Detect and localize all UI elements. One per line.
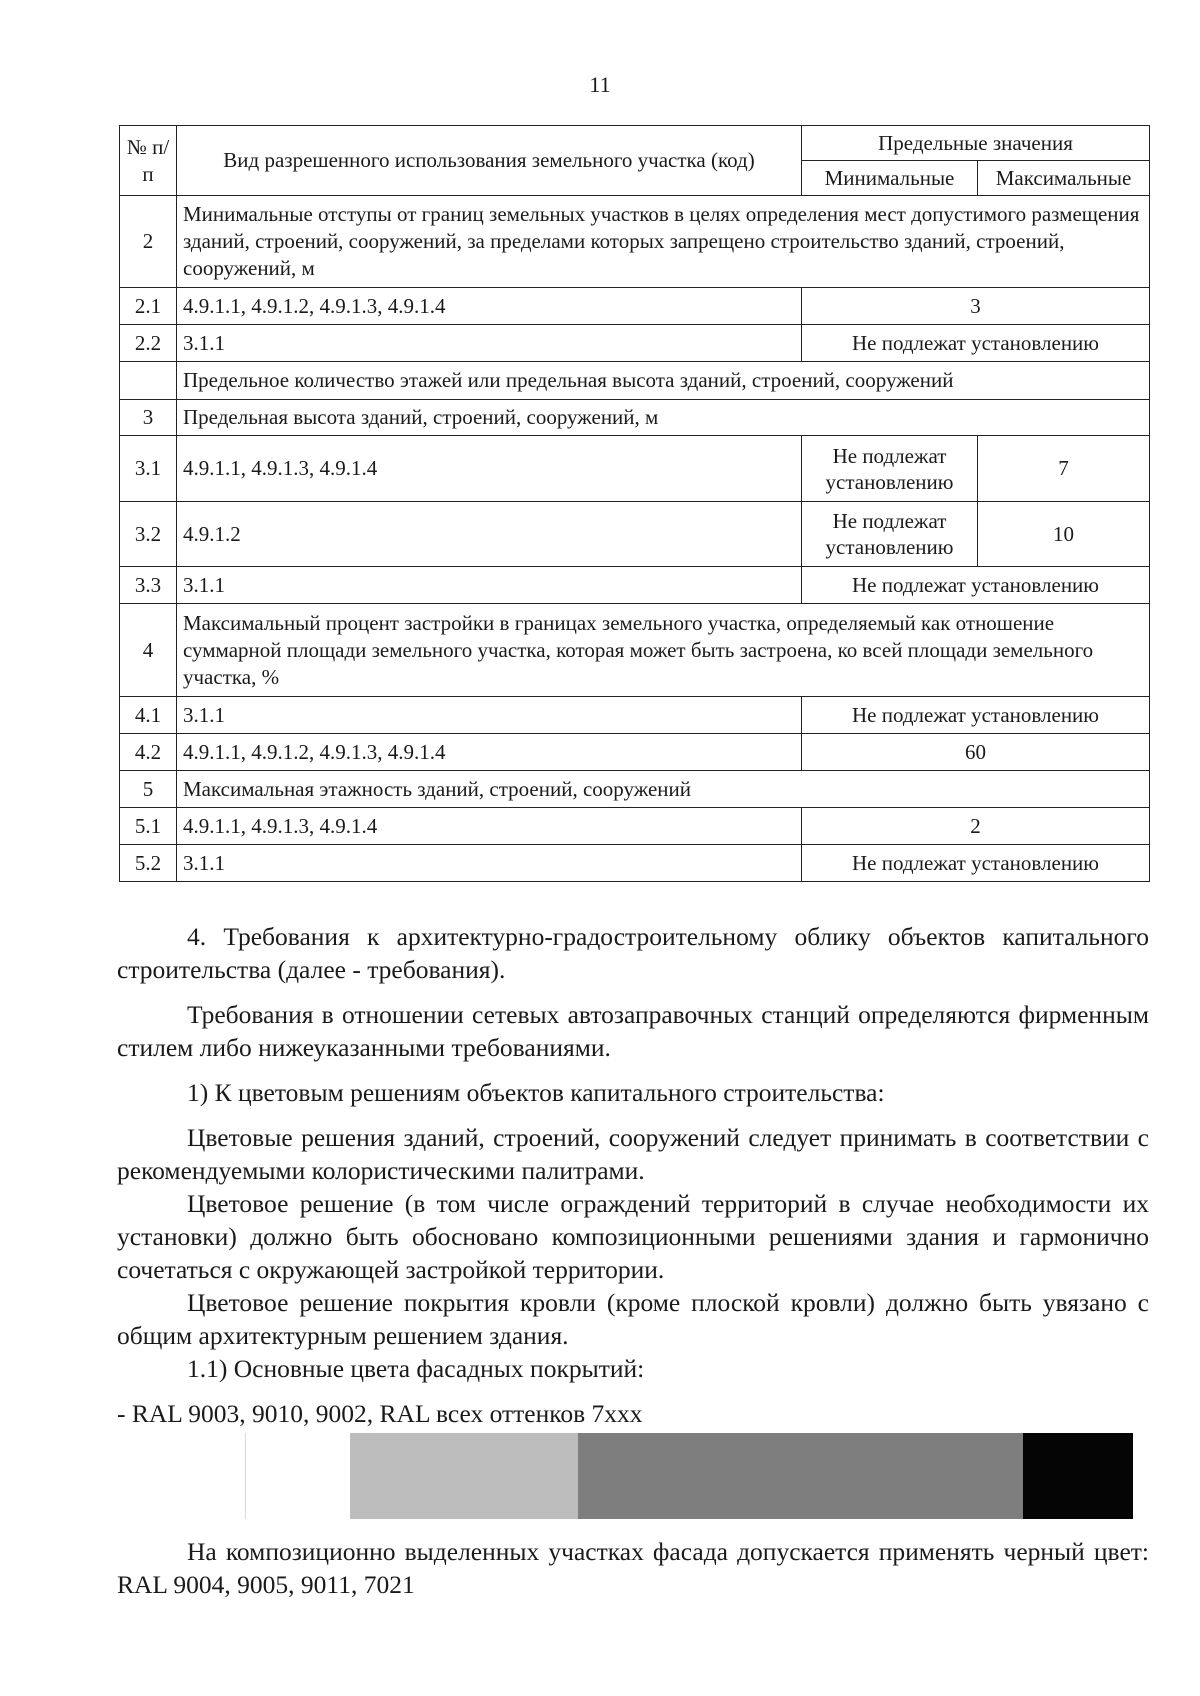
row-min-value: Не подлежат установлению xyxy=(802,436,978,502)
row-value: Не подлежат установлению xyxy=(802,567,1150,604)
table-row xyxy=(120,196,1150,288)
table-row xyxy=(120,288,1150,325)
row-text: Максимальная этажность зданий, строений, сооружений xyxy=(177,771,1150,808)
row-text: Максимальный процент застройки в границах земельного участка, определяемый как отношение суммарной площади земельного участка, которая может быть застроена, ко всей площади земельного участка, % xyxy=(177,604,1150,697)
row-value: Не подлежат установлению xyxy=(802,697,1150,734)
table-row xyxy=(120,845,1150,882)
row-value: Не подлежат установлению xyxy=(802,325,1150,362)
paragraph-facade-colors-heading: 1.1) Основные цвета фасадных покрытий: xyxy=(187,1354,645,1383)
table-row xyxy=(120,362,1150,400)
paragraph-requirements-heading: 4. Требования к архитектурно-градостроительному облику объектов капитального строительства (далее - требования). xyxy=(117,922,1149,984)
row-text: Предельная высота зданий, строений, сооружений, м xyxy=(177,400,1150,436)
row-number: 4.2 xyxy=(120,734,177,771)
color-swatch-strip xyxy=(245,1433,1133,1519)
row-number: 3.2 xyxy=(120,502,177,567)
table-header-row xyxy=(120,126,1150,161)
table-row xyxy=(120,502,1150,567)
row-number: 2 xyxy=(120,196,177,288)
row-code: 4.9.1.1, 4.9.1.2, 4.9.1.3, 4.9.1.4 xyxy=(177,288,802,325)
row-number: 3 xyxy=(120,400,177,436)
row-number: 4.1 xyxy=(120,697,177,734)
paragraph-fencing-colors: Цветовое решение (в том числе ограждений территорий в случае необходимости их установки) должно быть обосновано композиционными решениями здания и гармонично сочетаться с окружающей застройкой территории. xyxy=(117,1189,1149,1284)
paragraph-roof-colors: Цветовое решение покрытия кровли (кроме плоской кровли) должно быть увязано с общим архитектурным решением здания. xyxy=(117,1288,1149,1350)
row-code: 3.1.1 xyxy=(177,325,802,362)
row-value: 2 xyxy=(802,808,1150,845)
row-number: 5 xyxy=(120,771,177,808)
row-number xyxy=(120,362,177,400)
row-number: 5.1 xyxy=(120,808,177,845)
row-code: 3.1.1 xyxy=(177,697,802,734)
paragraph-color-palettes: Цветовые решения зданий, строений, сооружений следует принимать в соответствии с рекомендуемыми колористическими палитрами. xyxy=(117,1123,1149,1185)
row-number: 2.1 xyxy=(120,288,177,325)
paragraph-black-color: На композиционно выделенных участках фасада допускается применять черный цвет: RAL 9004, 9005, 9011, 7021 xyxy=(117,1537,1149,1599)
row-code: 3.1.1 xyxy=(177,845,802,882)
row-number: 3.3 xyxy=(120,567,177,604)
header-number: № п/п xyxy=(120,126,177,196)
paragraph-gas-stations: Требования в отношении сетевых автозаправочных станций определяются фирменным стилем либо нижеуказанными требованиями. xyxy=(117,1000,1149,1062)
row-code: 3.1.1 xyxy=(177,567,802,604)
row-number: 4 xyxy=(120,604,177,697)
table-row xyxy=(120,604,1150,697)
table-row xyxy=(120,325,1150,362)
row-code: 4.9.1.1, 4.9.1.3, 4.9.1.4 xyxy=(177,808,802,845)
header-max: Максимальные xyxy=(978,161,1150,196)
paragraph-color-solutions-heading: 1) К цветовым решениям объектов капитального строительства: xyxy=(187,1078,885,1107)
table-row xyxy=(120,567,1150,604)
swatch-white xyxy=(245,1433,351,1519)
table-row xyxy=(120,436,1150,502)
table-row xyxy=(120,400,1150,436)
row-number: 2.2 xyxy=(120,325,177,362)
row-value: 3 xyxy=(802,288,1150,325)
table-row xyxy=(120,697,1150,734)
row-text: Предельное количество этажей или предельная высота зданий, строений, сооружений xyxy=(177,362,1150,400)
row-value: Не подлежат установлению xyxy=(802,845,1150,882)
swatch-light-gray xyxy=(350,1433,578,1519)
row-max-value: 10 xyxy=(978,502,1150,567)
body-text-block-bottom xyxy=(117,1535,1149,1601)
paragraph-ral-list: - RAL 9003, 9010, 9002, RAL всех оттенков 7xxx xyxy=(117,1399,643,1428)
row-max-value: 7 xyxy=(978,436,1150,502)
row-code: 4.9.1.1, 4.9.1.3, 4.9.1.4 xyxy=(177,436,802,502)
row-value: 60 xyxy=(802,734,1150,771)
row-min-value: Не подлежат установлению xyxy=(802,502,978,567)
swatch-gray xyxy=(578,1433,1023,1519)
swatch-black xyxy=(1023,1433,1133,1519)
body-text-block xyxy=(117,920,1149,1430)
header-min: Минимальные xyxy=(802,161,978,196)
row-number: 3.1 xyxy=(120,436,177,502)
table-row xyxy=(120,771,1150,808)
row-text: Минимальные отступы от границ земельных участков в целях определения мест допустимого размещения зданий, строений, сооружений, за пределами которых запрещено строительство зданий, строений, сооружений, м xyxy=(177,196,1150,288)
header-limit-values: Предельные значения xyxy=(802,126,1150,161)
row-code: 4.9.1.2 xyxy=(177,502,802,567)
page-number: 11 xyxy=(589,72,611,97)
row-code: 4.9.1.1, 4.9.1.2, 4.9.1.3, 4.9.1.4 xyxy=(177,734,802,771)
table-row xyxy=(120,808,1150,845)
table-row xyxy=(120,734,1150,771)
requirements-table xyxy=(119,125,1150,882)
row-number: 5.2 xyxy=(120,845,177,882)
header-use-type: Вид разрешенного использования земельного участка (код) xyxy=(177,126,802,196)
